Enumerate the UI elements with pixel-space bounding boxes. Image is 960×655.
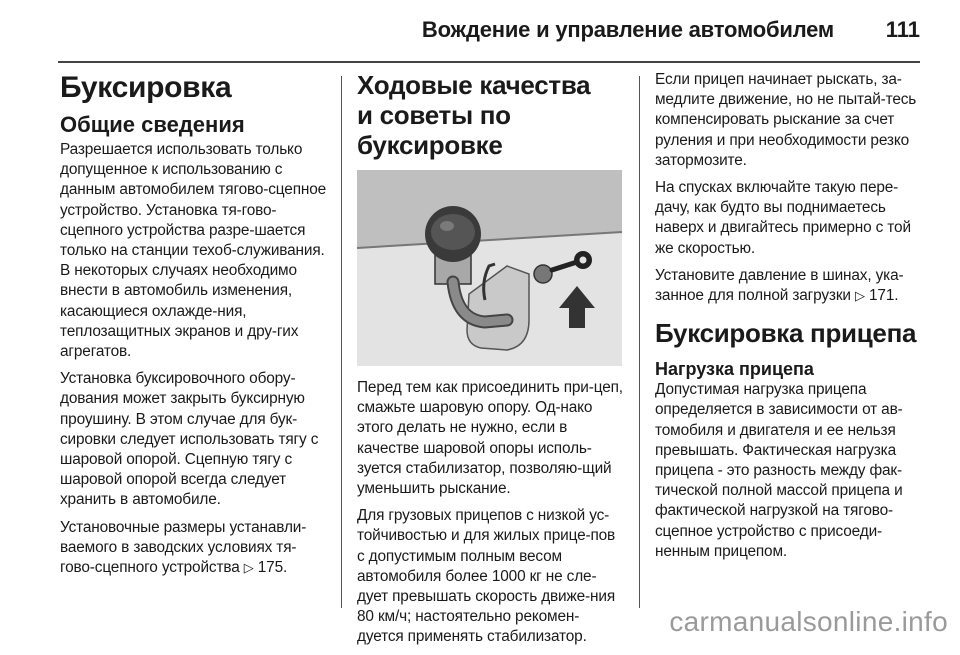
paragraph-tyres bbox=[655, 266, 923, 306]
page-reference-icon: ▷ bbox=[855, 288, 865, 304]
column-divider-2 bbox=[639, 76, 640, 608]
page-reference[interactable]: 171. bbox=[869, 287, 899, 305]
watermark: carmanualsonline.info bbox=[669, 606, 948, 637]
paragraph-general-1: Разрешается использовать только допущенное к использованию с данным автомобилем тягово-сцепное устройство. Установка тя-гово-сцепного устройства разре-шается только на станции техоб-служивания. В некоторых случаях необходимо внести в автомобиль изменения, касающиеся охлажде-ния, теплозащитных экранов и дру-гих агрегатов. bbox=[60, 141, 327, 361]
paragraph-text: Установите давление в шинах, ука-занное для полной загрузки bbox=[655, 266, 904, 305]
header-rule bbox=[58, 61, 920, 63]
column-divider-1 bbox=[341, 76, 342, 608]
page-reference[interactable]: 175. bbox=[257, 559, 288, 577]
heading-towing: Буксировка bbox=[60, 71, 232, 104]
column-3 bbox=[655, 70, 923, 569]
paragraph-general-2: Установка буксировочного обору-дования может закрыть буксирную проушину. В этом случае для бук-сировки следует использовать тягу с шаровой опорой. Сцепную тягу с шаровой опорой всегда следует хранить в автомобиле. bbox=[60, 370, 319, 509]
paragraph-tips-1: Перед тем как присоединить при-цеп, смажьте шаровую опору. Од-нако этого делать не нужно, если в качестве шаровой опоры исполь-зуется стабилизатор, позволяю-щий уменьшить рыскание. bbox=[357, 379, 623, 498]
heading-line-1: Ходовые качества bbox=[357, 70, 591, 100]
heading-line-2: и советы по буксировке bbox=[357, 100, 511, 160]
paragraph-trailer-load: Допустимая нагрузка прицепа определяется в зависимости от ав-томобиля и двигателя и ее нельзя превышать. Фактическая нагрузка прицепа - это разность между фак-тической полной массой прицепа и фактической нагрузкой на тягово-сцепное устройство с присоеди-ненным прицепом. bbox=[655, 381, 903, 560]
column-2 bbox=[357, 70, 625, 655]
paragraph-tips-2: Для грузовых прицепов с низкой ус-тойчивостью и для жилых прице-пов с допустимым полным весом автомобиля более 1000 кг не сле-дует превышать скорость движе-ния 80 км/ч; настоятельно рекомен-дуется применять стабилизатор. bbox=[357, 507, 616, 646]
column-1 bbox=[60, 70, 330, 585]
towbar-drawing bbox=[357, 170, 622, 366]
page-header bbox=[0, 0, 960, 64]
paragraph-general-3 bbox=[60, 518, 330, 579]
towbar-illustration bbox=[357, 170, 622, 366]
page-number: 111 bbox=[885, 17, 920, 42]
section-title: Вождение и управление автомобилем bbox=[421, 17, 834, 42]
paragraph-text: Установочные размеры устанавли-ваемого в заводских условиях тя-гово-сцепного устройства bbox=[60, 518, 307, 577]
page-reference-icon: ▷ bbox=[243, 560, 254, 576]
paragraph-sway: Если прицеп начинает рыскать, за-медлите движение, но не пытай-тесь компенсировать рыскание за счет руления и при необходимости резко затормозите. bbox=[655, 71, 917, 169]
paragraph-downhill: На спусках включайте такую пере-дачу, как будто вы поднимаетесь наверх и двигайтесь примерно с той же скоростью. bbox=[655, 179, 911, 257]
heading-general: Общие сведения bbox=[60, 112, 245, 137]
heading-driving-tips bbox=[357, 70, 625, 160]
heading-trailer-towing: Буксировка прицепа bbox=[655, 318, 917, 349]
heading-trailer-load: Нагрузка прицепа bbox=[655, 359, 814, 380]
